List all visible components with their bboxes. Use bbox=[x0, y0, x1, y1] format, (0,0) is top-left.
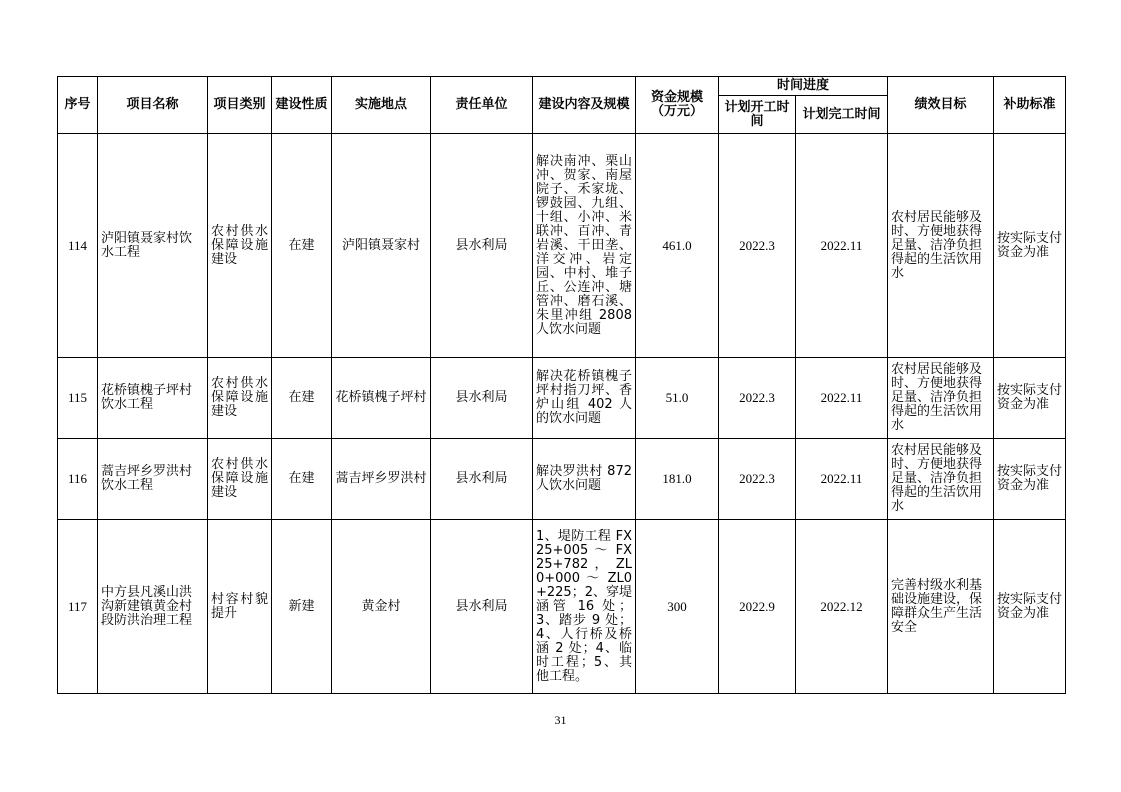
table-row bbox=[58, 520, 1066, 694]
row-name: 蒿吉坪乡罗洪村饮水工程 bbox=[98, 439, 208, 520]
row-nature: 在建 bbox=[272, 134, 332, 358]
header-location: 实施地点 bbox=[332, 77, 431, 134]
row-goal: 农村居民能够及时、方便地获得足量、洁净负担得起的生活饮用水 bbox=[888, 134, 994, 358]
row-start: 2022.3 bbox=[719, 358, 796, 439]
row-unit: 县水利局 bbox=[431, 439, 533, 520]
row-start: 2022.3 bbox=[719, 439, 796, 520]
page-number: 31 bbox=[554, 713, 567, 727]
row-end: 2022.11 bbox=[796, 439, 888, 520]
table-row bbox=[58, 439, 1066, 520]
row-subsidy: 按实际支付资金为准 bbox=[994, 134, 1066, 358]
row-seq: 114 bbox=[58, 134, 98, 358]
table-row bbox=[58, 134, 1066, 358]
header-schedule: 时间进度 bbox=[719, 77, 888, 96]
row-category: 农村供水保障设施建设 bbox=[208, 439, 272, 520]
project-table bbox=[57, 76, 1066, 694]
row-seq: 115 bbox=[58, 358, 98, 439]
row-fund: 51.0 bbox=[636, 358, 719, 439]
row-category: 村容村貌提升 bbox=[208, 520, 272, 694]
header-fund: 资金规模（万元） bbox=[636, 77, 719, 134]
header-name: 项目名称 bbox=[98, 77, 208, 134]
header-category: 项目类别 bbox=[208, 77, 272, 134]
row-start: 2022.9 bbox=[719, 520, 796, 694]
row-unit: 县水利局 bbox=[431, 134, 533, 358]
row-location: 蒿吉坪乡罗洪村 bbox=[332, 439, 431, 520]
row-content: 解决花桥镇槐子坪村指刀坪、香炉山组 402 人的饮水问题 bbox=[533, 358, 636, 439]
row-fund: 300 bbox=[636, 520, 719, 694]
row-end: 2022.11 bbox=[796, 134, 888, 358]
header-unit: 责任单位 bbox=[431, 77, 533, 134]
row-unit: 县水利局 bbox=[431, 520, 533, 694]
header-start: 计划开工时间 bbox=[719, 96, 796, 134]
row-seq: 117 bbox=[58, 520, 98, 694]
header-end: 计划完工时间 bbox=[796, 96, 888, 134]
row-location: 花桥镇槐子坪村 bbox=[332, 358, 431, 439]
row-goal: 完善村级水利基础设施建设，保障群众生产生活安全 bbox=[888, 520, 994, 694]
header-content: 建设内容及规模 bbox=[533, 77, 636, 134]
row-unit: 县水利局 bbox=[431, 358, 533, 439]
row-category: 农村供水保障设施建设 bbox=[208, 134, 272, 358]
row-content: 解决南冲、栗山冲、贺家、南屋院子、禾家垅、锣鼓园、九组、十组、小冲、米联冲、百冲、青岩溪、干田垄、洋交冲、岩定园、中村、堆子丘、公连冲、塘管冲、磨石溪、朱里冲组 2808 人饮水问题 bbox=[533, 134, 636, 358]
row-name: 泸阳镇聂家村饮水工程 bbox=[98, 134, 208, 358]
row-content: 解决罗洪村 872 人饮水问题 bbox=[533, 439, 636, 520]
row-name: 花桥镇槐子坪村饮水工程 bbox=[98, 358, 208, 439]
row-location: 泸阳镇聂家村 bbox=[332, 134, 431, 358]
row-name: 中方县凡溪山洪沟新建镇黄金村段防洪治理工程 bbox=[98, 520, 208, 694]
header-subsidy: 补助标准 bbox=[994, 77, 1066, 134]
row-goal: 农村居民能够及时、方便地获得足量、洁净负担得起的生活饮用水 bbox=[888, 439, 994, 520]
row-subsidy: 按实际支付资金为准 bbox=[994, 520, 1066, 694]
header-goal: 绩效目标 bbox=[888, 77, 994, 134]
row-content: 1、堤防工程 FX25+005 ～ FX25+782 ， ZL0+000 ～ ZL0+225；2、穿堤涵管 16 处；3、踏步 9 处；4、人行桥及桥涵 2 处；4、临时工程；5、其他工程。 bbox=[533, 520, 636, 694]
row-start: 2022.3 bbox=[719, 134, 796, 358]
row-end: 2022.11 bbox=[796, 358, 888, 439]
header-nature: 建设性质 bbox=[272, 77, 332, 134]
row-location: 黄金村 bbox=[332, 520, 431, 694]
row-nature: 在建 bbox=[272, 358, 332, 439]
row-category: 农村供水保障设施建设 bbox=[208, 358, 272, 439]
row-nature: 在建 bbox=[272, 439, 332, 520]
row-subsidy: 按实际支付资金为准 bbox=[994, 439, 1066, 520]
row-fund: 181.0 bbox=[636, 439, 719, 520]
row-seq: 116 bbox=[58, 439, 98, 520]
row-end: 2022.12 bbox=[796, 520, 888, 694]
header-row-1 bbox=[58, 77, 1066, 96]
header-seq: 序号 bbox=[58, 77, 98, 134]
row-nature: 新建 bbox=[272, 520, 332, 694]
row-subsidy: 按实际支付资金为准 bbox=[994, 358, 1066, 439]
row-goal: 农村居民能够及时、方便地获得足量、洁净负担得起的生活饮用水 bbox=[888, 358, 994, 439]
table-row bbox=[58, 358, 1066, 439]
row-fund: 461.0 bbox=[636, 134, 719, 358]
